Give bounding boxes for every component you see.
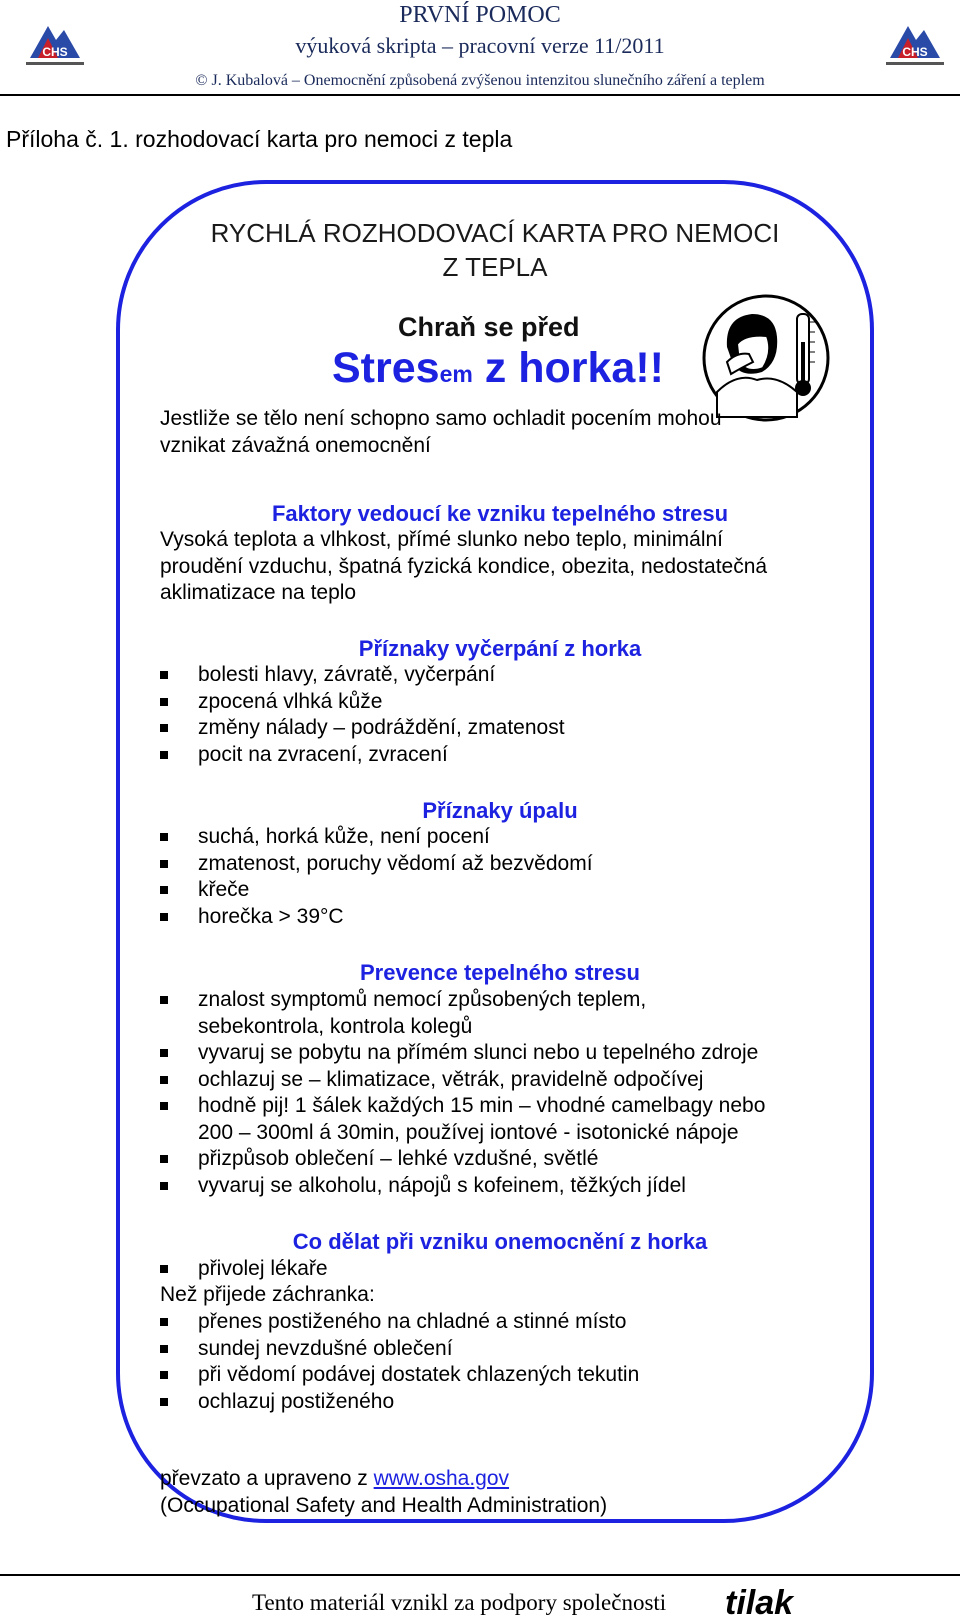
exhaustion-list: [160, 662, 565, 768]
prevention-list: [160, 987, 765, 1199]
heat-stress-headline: [332, 344, 664, 393]
list-item: vyvaruj se pobytu na přímém slunci nebo u tepelného zdroje: [160, 1040, 765, 1067]
source-line: [160, 1466, 607, 1493]
list-item: přizpůsob oblečení – lehké vzdušné, světlé: [160, 1146, 765, 1173]
list-item: přivolej lékaře: [160, 1256, 328, 1283]
list-item: bolesti hlavy, závratě, vyčerpání: [160, 662, 565, 689]
intro-line1: Jestliže se tělo není schopno samo ochladit pocením mohou: [160, 407, 722, 430]
list-item: suchá, horká kůže, není pocení: [160, 824, 593, 851]
tilak-logo-text: tilak: [725, 1584, 794, 1620]
chs-logo: [880, 18, 950, 68]
header-title: PRVNÍ POMOC: [399, 2, 561, 28]
attachment-title: Příloha č. 1. rozhodovací karta pro nemoci z tepla: [6, 126, 513, 152]
headline-part1: Stres: [332, 344, 440, 392]
osha-link[interactable]: www.osha.gov: [373, 1467, 510, 1490]
protect-label: Chraň se před: [398, 312, 580, 342]
action-heading: Co dělat při vzniku onemocnění z horka: [292, 1229, 708, 1254]
list-item: pocit na zvracení, zvracení: [160, 742, 565, 769]
source-org: (Occupational Safety and Health Administration): [160, 1493, 608, 1517]
source-prefix: převzato a upraveno z: [160, 1467, 374, 1490]
factors-heading: Faktory vedoucí ke vzniku tepelného stresu: [271, 501, 729, 526]
before-ambulance-label: Než přijede záchranka:: [160, 1283, 375, 1306]
heat-stress-illustration: [697, 292, 835, 422]
svg-text:CHS: CHS: [42, 45, 68, 59]
intro-line2: vznikat závažná onemocnění: [160, 433, 431, 457]
header-divider: [0, 94, 960, 96]
factors-line1: Vysoká teplota a vlhkost, přímé slunko nebo teplo, minimální: [160, 528, 724, 551]
list-item: horečka > 39°C: [160, 904, 593, 931]
headline-part2: em: [439, 361, 473, 387]
list-item: přenes postiženého na chladné a stinné místo: [160, 1309, 639, 1336]
footer-text: Tento materiál vznikl za podpory společnosti: [252, 1590, 667, 1615]
factors-line3: aklimatizace na teplo: [160, 581, 357, 604]
card-title-line1: RYCHLÁ ROZHODOVACÍ KARTA PRO NEMOCI: [210, 218, 780, 248]
stroke-list: [160, 824, 593, 930]
factors-line2: proudění vzduchu, špatná fyzická kondice, obezita, nedostatečná: [160, 554, 768, 578]
tilak-logo: [725, 1584, 815, 1620]
list-item: ochlazuj se – klimatizace, větrák, pravidelně odpočívej: [160, 1067, 765, 1094]
intro-text: [160, 406, 722, 459]
action-first-list: [160, 1256, 328, 1283]
list-item: znalost symptomů nemocí způsobených teplem, sebekontrola, kontrola kolegů: [160, 987, 765, 1040]
card-title-line2: Z TEPLA: [442, 252, 548, 282]
document-header: [0, 0, 960, 96]
svg-text:CHS: CHS: [902, 45, 928, 59]
action-list: [160, 1309, 639, 1415]
exhaustion-heading: Příznaky vyčerpání z horka: [358, 636, 642, 661]
list-item: při vědomí podávej dostatek chlazených tekutin: [160, 1362, 639, 1389]
header-subtitle: výuková skripta – pracovní verze 11/2011: [295, 33, 665, 58]
list-item: hodně pij! 1 šálek každých 15 min – vhodné camelbagy nebo 200 – 300ml á 30min, používej iontové - isotonické nápoje: [160, 1093, 765, 1146]
footer-divider: [0, 1574, 960, 1576]
prevention-heading: Prevence tepelného stresu: [359, 960, 640, 985]
headline-part3: z horka!!: [472, 344, 664, 392]
list-item: křeče: [160, 877, 593, 904]
stroke-heading: Příznaky úpalu: [422, 798, 578, 823]
list-item: změny nálady – podráždění, zmatenost: [160, 715, 565, 742]
list-item: vyvaruj se alkoholu, nápojů s kofeinem, těžkých jídel: [160, 1173, 765, 1200]
list-item: sundej nevzdušné oblečení: [160, 1336, 639, 1363]
source-note: [160, 1466, 607, 1519]
list-item: ochlazuj postiženého: [160, 1389, 639, 1416]
factors-text: [160, 527, 767, 607]
list-item: zpocená vlhká kůže: [160, 689, 565, 716]
header-credit: © J. Kubalová – Onemocnění způsobená zvýšenou intenzitou slunečního záření a teplem: [195, 72, 765, 89]
card-title: [150, 216, 840, 284]
list-item: zmatenost, poruchy vědomí až bezvědomí: [160, 851, 593, 878]
